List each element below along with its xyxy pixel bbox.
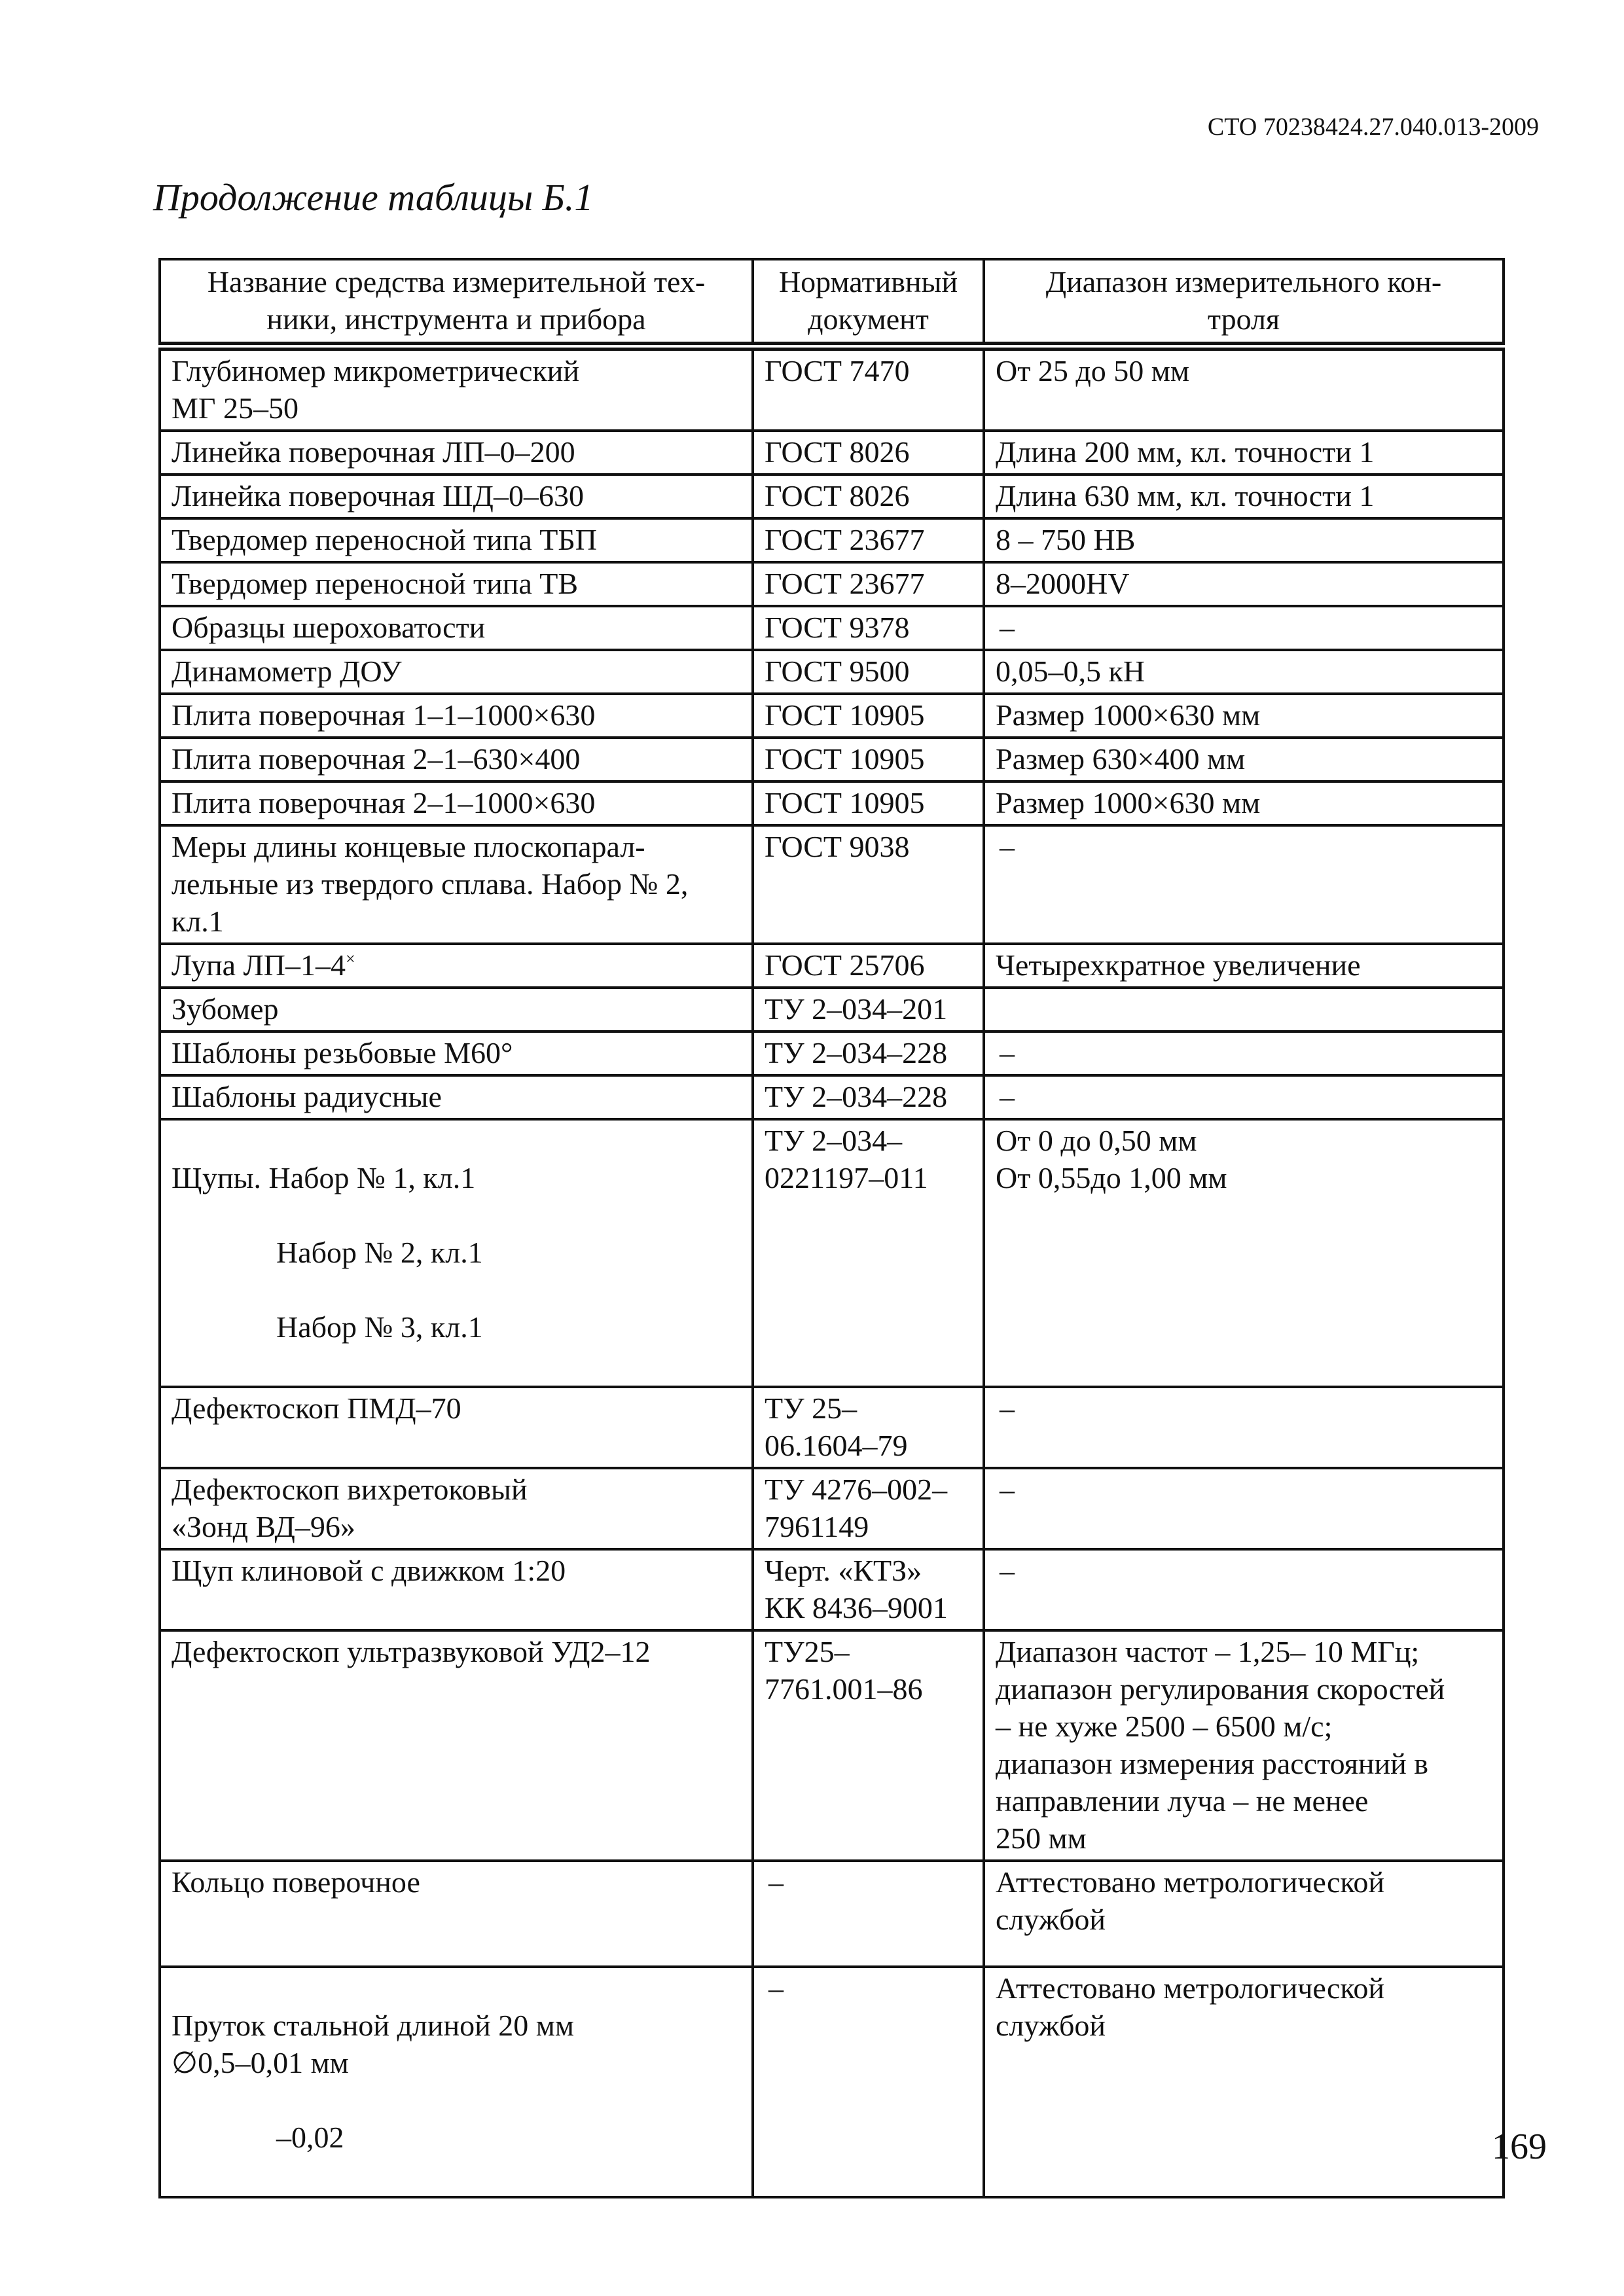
table-row [160, 431, 1504, 475]
normative-document: ГОСТ 10905 [753, 738, 984, 781]
document-code: СТО 70238424.27.040.013-2009 [1207, 113, 1539, 141]
table-row [160, 781, 1504, 825]
instrument-name-line: Щупы. Набор № 1, кл.1 [171, 1161, 476, 1194]
instrument-name: Линейка поверочная ШД–0–630 [160, 475, 753, 518]
column-header-name: Название средства измерительной тех- ники, инструмента и прибора [160, 259, 753, 346]
normative-document: ТУ 2–034–201 [753, 988, 984, 1031]
page-number: 169 [1492, 2126, 1547, 2167]
table-row [160, 1549, 1504, 1630]
instrument-name: Дефектоскоп вихретоковый «Зонд ВД–96» [160, 1468, 753, 1549]
table-row [160, 1861, 1504, 1967]
measuring-instruments-table [158, 258, 1505, 2198]
instrument-name [160, 944, 753, 988]
table-row [160, 1387, 1504, 1468]
normative-document: ТУ 25– 06.1604–79 [753, 1387, 984, 1468]
normative-document: ГОСТ 10905 [753, 694, 984, 738]
control-range: – [984, 825, 1504, 944]
table-row [160, 1119, 1504, 1387]
instrument-name: Плита поверочная 2–1–630×400 [160, 738, 753, 781]
normative-document: ГОСТ 9038 [753, 825, 984, 944]
instrument-name: Зубомер [160, 988, 753, 1031]
table-row [160, 1630, 1504, 1861]
control-range: 8 – 750 НВ [984, 518, 1504, 562]
control-range: От 0 до 0,50 мм От 0,55до 1,00 мм [984, 1119, 1504, 1387]
table-caption: Продолжение таблицы Б.1 [153, 176, 594, 219]
table-row [160, 825, 1504, 944]
control-range: 8–2000HV [984, 562, 1504, 606]
control-range: Длина 630 мм, кл. точности 1 [984, 475, 1504, 518]
control-range: – [984, 1075, 1504, 1119]
instrument-name: Шаблоны радиусные [160, 1075, 753, 1119]
instrument-name: Линейка поверочная ЛП–0–200 [160, 431, 753, 475]
control-range: Размер 1000×630 мм [984, 781, 1504, 825]
control-range: – [984, 1387, 1504, 1468]
instrument-name: Дефектоскоп ультразвуковой УД2–12 [160, 1630, 753, 1861]
instrument-name: Твердомер переносной типа ТВ [160, 562, 753, 606]
instrument-name: Образцы шероховатости [160, 606, 753, 650]
normative-document: ГОСТ 23677 [753, 518, 984, 562]
instrument-name-subline: –0,02 [276, 2121, 344, 2154]
instrument-name [160, 1967, 753, 2197]
normative-document: ГОСТ 9500 [753, 650, 984, 694]
table-row [160, 1468, 1504, 1549]
normative-document: ГОСТ 25706 [753, 944, 984, 988]
table-row [160, 518, 1504, 562]
control-range: Аттестовано метрологической службой [984, 1967, 1504, 2197]
control-range: Размер 630×400 мм [984, 738, 1504, 781]
instrument-name: Меры длины концевые плоскопарал- лельные из твердого сплава. Набор № 2, кл.1 [160, 825, 753, 944]
table-row [160, 944, 1504, 988]
instrument-name-subline: Набор № 3, кл.1 [276, 1310, 483, 1344]
normative-document: ГОСТ 23677 [753, 562, 984, 606]
normative-document: ГОСТ 9378 [753, 606, 984, 650]
table-row [160, 346, 1504, 431]
table-row [160, 475, 1504, 518]
normative-document: ТУ 2–034–228 [753, 1031, 984, 1075]
normative-document: ГОСТ 10905 [753, 781, 984, 825]
control-range: Размер 1000×630 мм [984, 694, 1504, 738]
instrument-name-line: Пруток стальной длиной 20 мм ∅0,5–0,01 мм [171, 2009, 574, 2079]
column-header-document: Нормативный документ [753, 259, 984, 346]
normative-document: ТУ 2–034–228 [753, 1075, 984, 1119]
instrument-name-text: Лупа ЛП–1–4 [171, 948, 346, 982]
normative-document: – [753, 1861, 984, 1967]
control-range: Диапазон частот – 1,25– 10 МГц; диапазон регулирования скоростей – не хуже 2500 – 6500 м/с; диапазон измерения расстояний в направлении луча – не менее 250 мм [984, 1630, 1504, 1861]
instrument-name: Шаблоны резьбовые М60° [160, 1031, 753, 1075]
control-range [984, 988, 1504, 1031]
control-range: – [984, 1031, 1504, 1075]
control-range: 0,05–0,5 кН [984, 650, 1504, 694]
normative-document: ГОСТ 7470 [753, 346, 984, 431]
table-row [160, 606, 1504, 650]
instrument-name-subline: Набор № 2, кл.1 [276, 1236, 483, 1269]
instrument-name: Динамометр ДОУ [160, 650, 753, 694]
table-row [160, 1075, 1504, 1119]
normative-document: ГОСТ 8026 [753, 475, 984, 518]
control-range: – [984, 1549, 1504, 1630]
instrument-name: Кольцо поверочное [160, 1861, 753, 1967]
table-row [160, 694, 1504, 738]
control-range: – [984, 1468, 1504, 1549]
table-row [160, 650, 1504, 694]
normative-document: ТУ 4276–002– 7961149 [753, 1468, 984, 1549]
instrument-name: Дефектоскоп ПМД–70 [160, 1387, 753, 1468]
control-range: – [984, 606, 1504, 650]
table-row [160, 988, 1504, 1031]
normative-document: – [753, 1967, 984, 2197]
control-range: Аттестовано метрологической службой [984, 1861, 1504, 1967]
normative-document: ТУ25– 7761.001–86 [753, 1630, 984, 1861]
column-header-range: Диапазон измерительного кон- троля [984, 259, 1504, 346]
normative-document: ТУ 2–034– 0221197–011 [753, 1119, 984, 1387]
normative-document: ГОСТ 8026 [753, 431, 984, 475]
table-row [160, 1967, 1504, 2197]
instrument-name: Твердомер переносной типа ТБП [160, 518, 753, 562]
normative-document: Черт. «КТЗ» КК 8436–9001 [753, 1549, 984, 1630]
table-row [160, 562, 1504, 606]
control-range: Четырехкратное увеличение [984, 944, 1504, 988]
instrument-name [160, 1119, 753, 1387]
instrument-name: Щуп клиновой с движком 1:20 [160, 1549, 753, 1630]
instrument-name: Плита поверочная 1–1–1000×630 [160, 694, 753, 738]
table-header-row [160, 259, 1504, 346]
control-range: Длина 200 мм, кл. точности 1 [984, 431, 1504, 475]
table-row [160, 738, 1504, 781]
instrument-name: Глубиномер микрометрический МГ 25–50 [160, 346, 753, 431]
control-range: От 25 до 50 мм [984, 346, 1504, 431]
footnote-mark: × [346, 949, 355, 969]
instrument-name: Плита поверочная 2–1–1000×630 [160, 781, 753, 825]
table-row [160, 1031, 1504, 1075]
